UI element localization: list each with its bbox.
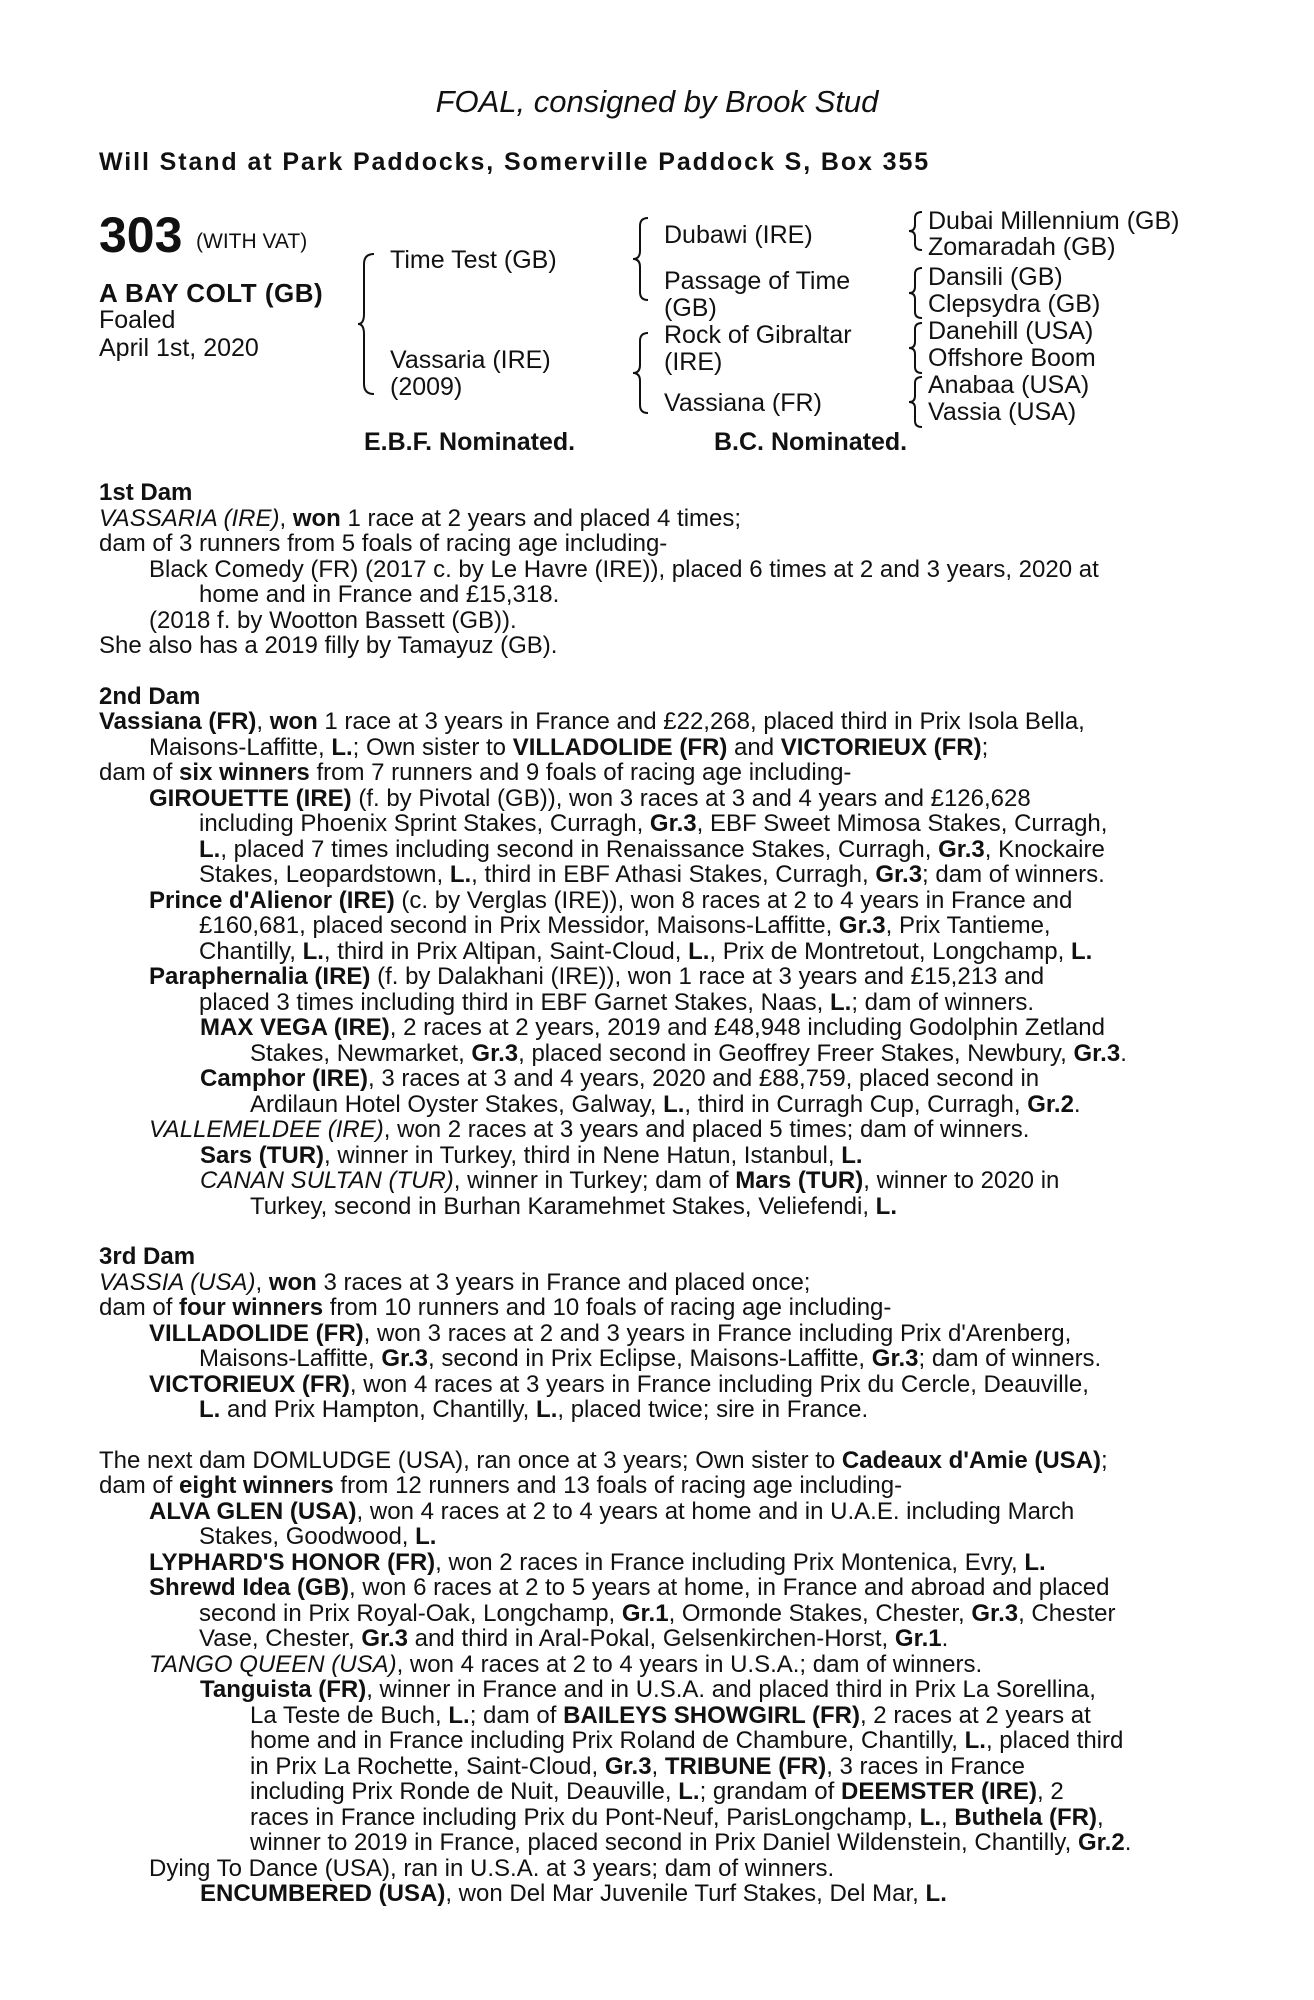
text-run: second in Prix Royal-Oak, Longchamp,: [199, 1599, 622, 1627]
text-run: Gr.3: [604, 1752, 652, 1780]
catalogue-line: [99, 1652, 1209, 1678]
text-run: races in France including Prix du Pont-Neuf, ParisLongchamp,: [250, 1803, 920, 1831]
pedigree-g4: Clepsydra (GB): [928, 290, 1101, 318]
text-run: and: [727, 733, 781, 761]
catalogue-line: [99, 1066, 1209, 1092]
text-run: CANAN SULTAN (TUR): [200, 1167, 454, 1194]
text-run: VILLADOLIDE (FR): [512, 733, 728, 761]
text-run: L.: [199, 835, 221, 863]
text-run: , second in Prix Eclipse, Maisons-Laffitte,: [428, 1345, 872, 1372]
catalogue-line: [99, 1550, 1209, 1576]
text-run: Chantilly,: [199, 937, 303, 965]
text-run: L.: [448, 1701, 470, 1729]
text-run: , won 2 races in France including Prix Montenica, Evry,: [435, 1548, 1025, 1576]
catalogue-line: [99, 735, 1209, 761]
text-run: ; dam of: [469, 1701, 564, 1729]
text-run: Black Comedy (FR) (2017 c. by Le Havre (IRE)), placed 6 times at 2 and 3 years, 2020 at: [149, 555, 1099, 583]
text-run: VASSIA (USA): [99, 1268, 256, 1296]
text-run: Gr.1: [621, 1599, 669, 1627]
catalogue-line: [99, 1601, 1209, 1627]
text-run: L.: [919, 1803, 941, 1831]
text-run: Gr.3: [838, 912, 886, 939]
text-run: Paraphernalia (IRE): [149, 963, 371, 990]
text-run: Gr.1: [894, 1625, 942, 1652]
text-run: TANGO QUEEN (USA): [149, 1650, 397, 1678]
text-run: ,: [1097, 1803, 1104, 1831]
text-run: GIROUETTE (IRE): [149, 784, 352, 812]
text-run: six winners: [179, 759, 310, 786]
text-run: VICTORIEUX (FR): [149, 1370, 350, 1398]
text-run: La Teste de Buch,: [250, 1701, 449, 1729]
text-run: won: [292, 504, 341, 532]
pedigree-g6: Offshore Boom: [928, 344, 1096, 372]
text-run: placed 3 times including third in EBF Garnet Stakes, Naas,: [199, 988, 830, 1016]
text-run: , placed twice; sire in France.: [557, 1396, 869, 1423]
text-run: L.: [678, 1778, 700, 1805]
text-run: Gr.3: [938, 835, 985, 863]
text-run: 3 races at 3 years in France and placed once;: [316, 1268, 811, 1296]
text-run: She also has a 2019 filly by Tamayuz (GB).: [99, 632, 558, 659]
text-run: , won Del Mar Juvenile Turf Stakes, Del Mar,: [445, 1880, 926, 1907]
catalogue-line: [99, 939, 1209, 965]
text-run: L.: [536, 1396, 558, 1423]
text-run: , Chester: [1018, 1599, 1116, 1627]
text-run: BAILEYS SHOWGIRL (FR): [563, 1701, 860, 1729]
text-run: ,: [255, 1268, 269, 1296]
text-run: Sars (TUR): [200, 1141, 325, 1169]
catalogue-line: [99, 811, 1209, 837]
pedigree-dam-line2: (2009): [390, 373, 463, 401]
pedigree-dam-sire-line1: Rock of Gibraltar: [664, 321, 852, 349]
catalogue-line: [99, 760, 1209, 786]
text-run: , winner in Turkey; dam of: [453, 1167, 736, 1194]
ebf-nomination: E.B.F. Nominated.: [364, 428, 576, 456]
text-run: home and in France including Prix Roland de Chambure, Chantilly,: [250, 1727, 965, 1754]
text-run: and third in Aral-Pokal, Gelsenkirchen-Horst,: [408, 1625, 895, 1652]
catalogue-line: [99, 1041, 1209, 1067]
text-run: L.: [449, 861, 472, 888]
text-run: , Prix Tantieme,: [885, 912, 1051, 939]
text-run: Stakes, Newmarket,: [250, 1039, 472, 1067]
text-run: Gr.2: [1027, 1090, 1074, 1118]
catalogue-line: [99, 1015, 1209, 1041]
text-run: , placed third: [985, 1727, 1124, 1754]
catalogue-line: [99, 582, 1209, 608]
pedigree-dam-line1: Vassaria (IRE): [390, 346, 551, 374]
text-run: Gr.2: [1077, 1829, 1125, 1856]
pedigree-dam-sire-line2: (IRE): [664, 348, 723, 376]
text-run: .: [1073, 1090, 1081, 1118]
pedigree-brace-sire: [630, 215, 652, 305]
pedigree-brace-g3: [906, 321, 926, 375]
pedigree-g1: Dubai Millennium (GB): [928, 207, 1180, 235]
text-run: , winner in France and in U.S.A. and placed third in Prix La Sorellina,: [366, 1676, 1096, 1703]
pedigree-g8: Vassia (USA): [928, 398, 1077, 426]
text-run: Gr.3: [875, 861, 923, 888]
catalogue-line: [99, 1881, 1209, 1907]
text-run: VILLADOLIDE (FR): [149, 1319, 364, 1347]
lot-description: A BAY COLT (GB): [99, 278, 324, 308]
foaled-date: April 1st, 2020: [99, 334, 259, 362]
text-run: L.: [663, 1090, 685, 1118]
text-run: , Ormonde Stakes, Chester,: [668, 1599, 972, 1627]
page-title: FOAL, consigned by Brook Stud: [435, 84, 879, 119]
pedigree-brace-g4: [906, 375, 926, 429]
foaled-label: Foaled: [99, 306, 176, 334]
catalogue-line: [99, 990, 1209, 1016]
text-run: L.: [199, 1396, 221, 1423]
paragraph-gap: [99, 659, 1209, 684]
pedigree-brace-main: [356, 250, 380, 400]
catalogue-line: [99, 1194, 1209, 1220]
text-run: VICTORIEUX (FR): [780, 733, 982, 761]
text-run: Vassiana (FR): [99, 708, 257, 735]
catalogue-line: [99, 964, 1209, 990]
text-run: ; dam of winners.: [918, 1345, 1102, 1372]
text-run: , won 4 races at 3 years in France including Prix du Cercle, Deauville,: [349, 1370, 1089, 1398]
text-run: L.: [829, 988, 852, 1016]
catalogue-line: [99, 1321, 1209, 1347]
text-run: L.: [875, 1192, 897, 1220]
catalogue-line: [99, 1626, 1209, 1652]
text-run: in Prix La Rochette, Saint-Cloud,: [250, 1752, 605, 1780]
text-run: , won 4 races at 2 to 4 years in U.S.A.; dam of winners.: [396, 1650, 983, 1678]
text-run: , won 6 races at 2 to 5 years at home, in France and abroad and placed: [349, 1574, 1110, 1601]
text-run: ,: [279, 504, 293, 532]
text-run: Cadeaux d'Amie (USA): [841, 1446, 1102, 1474]
text-run: won: [268, 1268, 317, 1296]
text-run: L.: [1070, 937, 1093, 965]
catalogue-line: [99, 862, 1209, 888]
section-heading: [99, 1244, 1209, 1270]
catalogue-line: [99, 1779, 1209, 1805]
pedigree-g7: Anabaa (USA): [928, 371, 1090, 399]
text-run: ,: [256, 708, 270, 735]
text-run: from 12 runners and 13 foals of racing age including-: [333, 1472, 903, 1499]
text-run: dam of: [99, 1294, 180, 1321]
text-run: Gr.3: [871, 1345, 919, 1372]
pedigree-brace-g1: [906, 210, 926, 252]
text-run: , Knockaire: [984, 835, 1105, 863]
catalogue-line: [99, 1270, 1209, 1296]
text-run: Dying To Dance (USA), ran in U.S.A. at 3 years; dam of winners.: [149, 1854, 835, 1882]
text-run: VASSARIA (IRE): [99, 504, 280, 532]
catalogue-body: [99, 480, 1209, 1907]
catalogue-line: [99, 913, 1209, 939]
text-run: L.: [331, 733, 353, 761]
text-run: from 10 runners and 10 foals of racing age including-: [323, 1294, 892, 1321]
catalogue-line: [99, 1295, 1209, 1321]
catalogue-line: [99, 786, 1209, 812]
text-run: L.: [841, 1141, 863, 1169]
text-run: four winners: [179, 1294, 324, 1321]
catalogue-line: [99, 1448, 1209, 1474]
text-run: Shrewd Idea (GB): [149, 1574, 350, 1601]
text-run: dam of 3 runners from 5 foals of racing age including-: [99, 530, 668, 557]
text-run: 1st Dam: [99, 479, 193, 506]
pedigree-sire: Time Test (GB): [390, 246, 557, 274]
catalogue-line: [99, 1805, 1209, 1831]
catalogue-line: [99, 1830, 1209, 1856]
pedigree-g5: Danehill (USA): [928, 317, 1094, 345]
pedigree-sire-sire: Dubawi (IRE): [664, 221, 813, 249]
text-run: Mars (TUR): [735, 1167, 864, 1194]
text-run: , won 4 races at 2 to 4 years at home and in U.A.E. including March: [356, 1497, 1075, 1525]
text-run: The next dam DOMLUDGE (USA), ran once at 3 years; Own sister to: [99, 1446, 842, 1474]
paragraph-gap: [99, 1219, 1209, 1244]
text-run: , 2 races at 2 years, 2019 and £48,948 including Godolphin Zetland: [389, 1014, 1105, 1041]
catalogue-line: [99, 1499, 1209, 1525]
text-run: ;: [981, 733, 989, 761]
text-run: , placed second in Geoffrey Freer Stakes, Newbury,: [518, 1039, 1074, 1067]
catalogue-line: [99, 1397, 1209, 1423]
text-run: Camphor (IRE): [200, 1065, 368, 1092]
section-heading: [99, 480, 1209, 506]
paragraph-gap: [99, 1423, 1209, 1448]
text-run: L.: [302, 937, 324, 965]
text-run: Maisons-Laffitte,: [199, 1345, 382, 1372]
text-run: VALLEMELDEE (IRE): [149, 1116, 384, 1143]
text-run: L.: [415, 1523, 437, 1550]
text-run: Stakes, Goodwood,: [199, 1523, 416, 1550]
text-run: 1 race at 2 years and placed 4 times;: [340, 504, 742, 532]
text-run: , third in EBF Athasi Stakes, Curragh,: [471, 861, 876, 888]
text-run: eight winners: [179, 1472, 334, 1499]
pedigree-brace-dam: [630, 330, 652, 418]
text-run: .: [941, 1625, 949, 1652]
vat-note: (WITH VAT): [196, 230, 308, 253]
text-run: , won 3 races at 2 and 3 years in France including Prix d'Arenberg,: [363, 1319, 1072, 1347]
text-run: 2nd Dam: [99, 682, 201, 710]
text-run: including Prix Ronde de Nuit, Deauville,: [250, 1778, 679, 1805]
text-run: including Phoenix Sprint Stakes, Curragh,: [199, 810, 650, 837]
text-run: dam of: [99, 1472, 180, 1499]
text-run: Ardilaun Hotel Oyster Stakes, Galway,: [250, 1090, 664, 1118]
text-run: Gr.3: [649, 810, 697, 837]
catalogue-line: [99, 1092, 1209, 1118]
text-run: , winner in Turkey, third in Nene Hatun, Istanbul,: [324, 1141, 842, 1169]
text-run: home and in France and £15,318.: [199, 581, 560, 608]
text-run: , third in Curragh Cup, Curragh,: [684, 1090, 1028, 1118]
text-run: .: [1120, 1039, 1127, 1067]
text-run: , 2 races at 2 years at: [859, 1701, 1091, 1729]
catalogue-line: [99, 1372, 1209, 1398]
text-run: Gr.3: [361, 1625, 409, 1652]
text-run: ; grandam of: [699, 1778, 841, 1805]
text-run: (f. by Dalakhani (IRE)), won 1 race at 3 years and £15,213 and: [370, 963, 1045, 990]
catalogue-line: [99, 1117, 1209, 1143]
text-run: DEEMSTER (IRE): [840, 1778, 1037, 1805]
pedigree-sire-dam-line2: (GB): [664, 294, 717, 322]
text-run: Stakes, Leopardstown,: [199, 861, 450, 888]
text-run: , winner to 2020 in: [863, 1167, 1060, 1194]
text-run: Maisons-Laffitte,: [149, 733, 332, 761]
catalogue-line: [99, 1346, 1209, 1372]
pedigree-g3: Dansili (GB): [928, 263, 1063, 291]
text-run: L.: [1024, 1548, 1046, 1576]
text-run: ;: [1101, 1446, 1108, 1474]
catalogue-line: [99, 1473, 1209, 1499]
text-run: , EBF Sweet Mimosa Stakes, Curragh,: [696, 810, 1108, 837]
text-run: , Prix de Montretout, Longchamp,: [709, 937, 1071, 965]
text-run: ,: [651, 1752, 665, 1780]
text-run: (2018 f. by Wootton Bassett (GB)).: [149, 606, 517, 634]
catalogue-line: [99, 1754, 1209, 1780]
text-run: from 7 runners and 9 foals of racing age including-: [309, 759, 852, 786]
catalogue-line: [99, 531, 1209, 557]
catalogue-line: [99, 608, 1209, 634]
catalogue-line: [99, 888, 1209, 914]
text-run: Gr.3: [381, 1345, 429, 1372]
text-run: ; Own sister to: [352, 733, 513, 761]
text-run: , placed 7 times including second in Renaissance Stakes, Curragh,: [220, 835, 939, 863]
text-run: Gr.3: [471, 1039, 519, 1067]
stand-location: Will Stand at Park Paddocks, Somerville Paddock S, Box 355: [99, 148, 931, 176]
text-run: Turkey, second in Burhan Karamehmet Stakes, Veliefendi,: [250, 1192, 876, 1220]
text-run: Tanguista (FR): [200, 1676, 367, 1703]
pedigree-g2: Zomaradah (GB): [928, 233, 1116, 261]
text-run: won: [269, 708, 318, 735]
text-run: .: [1124, 1829, 1132, 1856]
pedigree-dam-dam: Vassiana (FR): [664, 389, 822, 417]
catalogue-line: [99, 1143, 1209, 1169]
text-run: , 2: [1037, 1778, 1064, 1805]
text-run: Gr.3: [1073, 1039, 1121, 1067]
text-run: Vase, Chester,: [199, 1625, 362, 1652]
text-run: , won 2 races at 3 years and placed 5 times; dam of winners.: [383, 1116, 1030, 1143]
text-run: TRIBUNE (FR): [664, 1752, 827, 1780]
text-run: L.: [688, 937, 710, 965]
catalogue-line: [99, 837, 1209, 863]
text-run: (c. by Verglas (IRE)), won 8 races at 2 to 4 years in France and: [394, 886, 1073, 914]
text-run: ENCUMBERED (USA): [200, 1880, 446, 1907]
text-run: L.: [925, 1880, 947, 1907]
text-run: and Prix Hampton, Chantilly,: [220, 1396, 537, 1423]
text-run: L.: [964, 1727, 986, 1754]
catalogue-line: [99, 1703, 1209, 1729]
lot-number: 303: [99, 207, 183, 263]
catalogue-line: [99, 557, 1209, 583]
catalogue-line: [99, 1524, 1209, 1550]
text-run: Gr.3: [971, 1599, 1019, 1627]
text-run: , third in Prix Altipan, Saint-Cloud,: [323, 937, 689, 965]
section-heading: [99, 684, 1209, 710]
text-run: LYPHARD'S HONOR (FR): [149, 1548, 436, 1576]
text-run: MAX VEGA (IRE): [200, 1014, 390, 1041]
text-run: (f. by Pivotal (GB)), won 3 races at 3 and 4 years and £126,628: [351, 784, 1031, 812]
pedigree-brace-g2: [906, 266, 926, 320]
catalogue-line: [99, 1856, 1209, 1882]
catalogue-line: [99, 506, 1209, 532]
bc-nomination: B.C. Nominated.: [714, 428, 908, 456]
text-run: dam of: [99, 759, 180, 786]
text-run: , 3 races at 3 and 4 years, 2020 and £88,759, placed second in: [368, 1065, 1040, 1092]
text-run: £160,681, placed second in Prix Messidor, Maisons-Laffitte,: [199, 912, 839, 939]
text-run: 3rd Dam: [99, 1243, 196, 1270]
text-run: Prince d'Alienor (IRE): [149, 886, 395, 914]
catalogue-line: [99, 1575, 1209, 1601]
pedigree-sire-dam-line1: Passage of Time: [664, 267, 851, 295]
catalogue-line: [99, 633, 1209, 659]
text-run: 1 race at 3 years in France and £22,268, placed third in Prix Isola Bella,: [317, 708, 1085, 735]
catalogue-line: [99, 1728, 1209, 1754]
text-run: ; dam of winners.: [922, 861, 1105, 888]
text-run: ,: [941, 1803, 955, 1831]
text-run: ; dam of winners.: [851, 988, 1035, 1016]
text-run: , 3 races in France: [826, 1752, 1025, 1780]
catalogue-line: [99, 1168, 1209, 1194]
text-run: winner to 2019 in France, placed second in Prix Daniel Wildenstein, Chantilly,: [250, 1829, 1078, 1856]
text-run: Buthela (FR): [954, 1803, 1097, 1831]
catalogue-line: [99, 1677, 1209, 1703]
text-run: ALVA GLEN (USA): [149, 1497, 357, 1525]
catalogue-line: [99, 709, 1209, 735]
